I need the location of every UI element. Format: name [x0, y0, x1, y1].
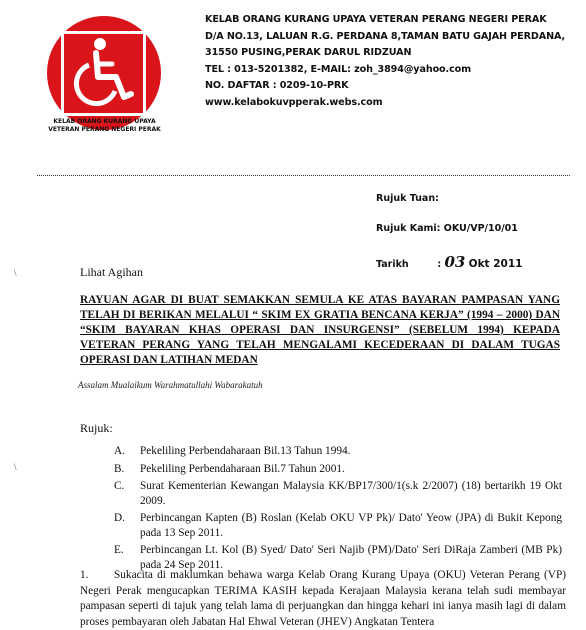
rujuk-kami: Rujuk Kami: OKU/VP/10/01	[376, 223, 518, 234]
list-item-letter: D.	[114, 512, 125, 524]
paragraph-1	[80, 568, 566, 630]
margin-mark: \	[14, 462, 17, 472]
list-item	[114, 462, 562, 477]
reference-list	[114, 444, 562, 575]
list-item	[114, 444, 562, 459]
letter-subject: RAYUAN AGAR DI BUAT SEMAKKAN SEMULA KE ATAS BAYARAN PAMPASAN YANG TELAH DI BERIKAN MELALUI “ SKIM EX GRATIA BENCANA KERJA” (1994 – 2000) DAN “SKIM BAYARAN KHAS OPERASI DAN INSURGENSI” (SEBELUM 1994) KEPADA VETERAN PERANG YANG TELAH MENGALAMI KECEDERAAN DI DALAM TUGAS OPERASI DAN LATIHAN MEDAN	[80, 294, 560, 366]
letterhead-text	[205, 12, 575, 111]
address-line-1: D/A NO.13, LALUAN R.G. PERDANA 8,TAMAN BATU GAJAH PERDANA,	[205, 30, 566, 42]
address-line-2: 31550 PUSING,PERAK DARUL RIDZUAN	[205, 47, 412, 58]
website-link[interactable]: www.kelabokuvpperak.webs.com	[205, 96, 383, 108]
list-item-text: Pekeliling Perbendaharaan Bil.7 Tahun 2001.	[140, 462, 345, 475]
list-item-letter: A.	[114, 445, 125, 457]
list-item-text: Perbincangan Kapten (B) Roslan (Kelab OKU VP Pk)/ Dato' Yeow (JPA) di Bukit Kepong pada 13 Sep 2011.	[140, 512, 562, 539]
paragraph-number: 1.	[80, 569, 89, 581]
logo-caption	[44, 118, 165, 134]
header-divider	[37, 175, 570, 176]
list-item-letter: B.	[114, 462, 125, 475]
list-item-text: Pekeliling Perbendaharaan Bil.13 Tahun 1994.	[140, 445, 351, 457]
tarikh-colon: :	[437, 259, 442, 270]
lihat-agihan: Lihat Agihan	[80, 265, 143, 279]
tarikh-day: 03	[444, 253, 466, 271]
list-item-text: Surat Kementerian Kewangan Malaysia KK/BP17/300/1(s.k 2/2007) (18) bertarikh 19 Okt 2009.	[140, 480, 562, 507]
paragraph-text: Sukacita di maklumkan behawa warga Kelab Orang Kurang Upaya (OKU) Veteran Perang (VP) Negeri Perak mengucapkan TERIMA KASIH kepada Kerajaan Malaysia kerana telah sudi membayar pampasan seperti di tajuk yang telah lama di perjuangkan dan hingga kehari ini ianya masih lagi di dalam proses pembayaran oleh Jabatan Hal Ehwal Veteran (JHEV) Angkatan Tentera	[80, 569, 566, 628]
rujuk-tuan: Rujuk Tuan:	[376, 193, 439, 204]
tarikh-month-year: Okt 2011	[468, 258, 523, 270]
list-item	[114, 511, 562, 540]
contact-line: TEL : 013-5201382, E-MAIL: zoh_3894@yahoo.com	[205, 63, 472, 75]
registration-number: NO. DAFTAR : 0209-10-PRK	[205, 80, 349, 91]
list-item-text: Perbincangan Lt. Kol (B) Syed/ Dato' Seri Najib (PM)/Dato' Seri DiRaja Zamberi (MB Pk) pada 24 Sep 2011.	[140, 544, 562, 571]
greeting: Assalam Mualaikum Warahmatullahi Wabarakatuh	[78, 380, 263, 390]
logo-caption-line: KELAB ORANG KURANG UPAYA	[53, 118, 156, 125]
list-item-letter: E.	[114, 544, 124, 556]
tarikh-label: Tarikh	[376, 259, 409, 270]
logo-caption-line: VETERAN PERANG NEGERI PERAK	[48, 126, 161, 133]
list-item	[114, 479, 562, 508]
list-item-letter: C.	[114, 480, 125, 492]
organization-name: KELAB ORANG KURANG UPAYA VETERAN PERANG NEGERI PERAK	[205, 14, 547, 25]
tarikh-line	[376, 253, 522, 271]
margin-mark: \	[14, 268, 17, 278]
rujuk-heading: Rujuk:	[80, 421, 113, 435]
